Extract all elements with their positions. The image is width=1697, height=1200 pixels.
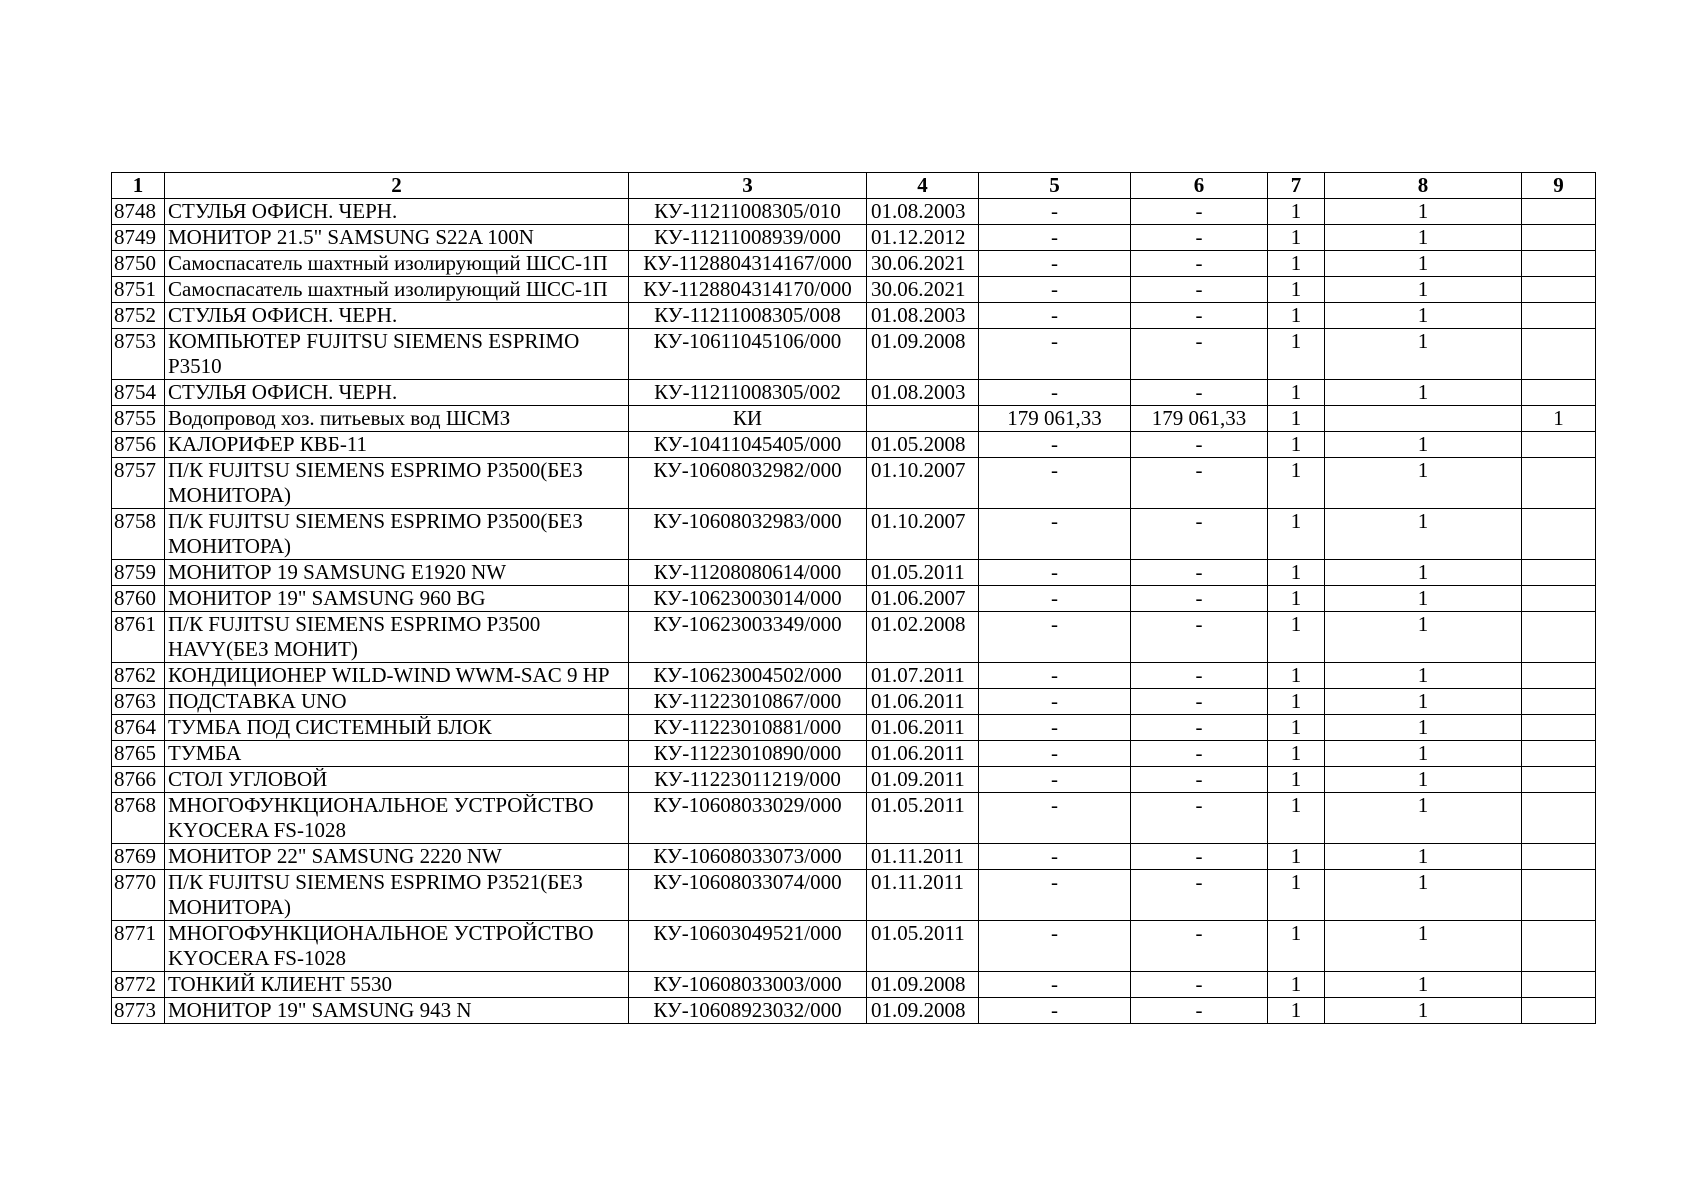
col-6-value: - xyxy=(1131,432,1268,458)
table-row xyxy=(112,715,1596,741)
item-name: П/К FUJITSU SIEMENS ESPRIMO P3521(БЕЗ МОНИТОРА) xyxy=(165,870,629,921)
table-row xyxy=(112,870,1596,921)
acquisition-date: 01.05.2011 xyxy=(867,560,979,586)
item-name: ТУМБА ПОД СИСТЕМНЫЙ БЛОК xyxy=(165,715,629,741)
item-name: ПОДСТАВКА UNO xyxy=(165,689,629,715)
col-6-value: - xyxy=(1131,844,1268,870)
row-number: 8755 xyxy=(112,406,165,432)
col-5-value: - xyxy=(979,689,1131,715)
col-9-value xyxy=(1522,509,1596,560)
col-7-value: 1 xyxy=(1268,767,1325,793)
col-9-value xyxy=(1522,972,1596,998)
header-col-1: 1 xyxy=(112,173,165,199)
item-name: КАЛОРИФЕР КВБ-11 xyxy=(165,432,629,458)
col-6-value: - xyxy=(1131,251,1268,277)
col-6-value: - xyxy=(1131,458,1268,509)
inventory-number: КУ-11211008939/000 xyxy=(629,225,867,251)
col-9-value xyxy=(1522,612,1596,663)
row-number: 8765 xyxy=(112,741,165,767)
table-row xyxy=(112,458,1596,509)
col-8-value: 1 xyxy=(1325,432,1522,458)
col-5-value: - xyxy=(979,741,1131,767)
item-name: СТОЛ УГЛОВОЙ xyxy=(165,767,629,793)
col-7-value: 1 xyxy=(1268,303,1325,329)
header-col-7: 7 xyxy=(1268,173,1325,199)
item-name: МНОГОФУНКЦИОНАЛЬНОЕ УСТРОЙСТВО KYOCERA FS-1028 xyxy=(165,921,629,972)
col-8-value: 1 xyxy=(1325,767,1522,793)
table-row xyxy=(112,586,1596,612)
col-7-value: 1 xyxy=(1268,560,1325,586)
acquisition-date: 01.11.2011 xyxy=(867,844,979,870)
inventory-sheet xyxy=(111,172,1596,1024)
header-col-4: 4 xyxy=(867,173,979,199)
col-6-value: - xyxy=(1131,715,1268,741)
col-5-value: - xyxy=(979,586,1131,612)
inventory-number: КУ-1128804314167/000 xyxy=(629,251,867,277)
col-5-value: - xyxy=(979,793,1131,844)
col-6-value: - xyxy=(1131,586,1268,612)
col-9-value xyxy=(1522,663,1596,689)
table-row xyxy=(112,612,1596,663)
acquisition-date: 01.06.2011 xyxy=(867,741,979,767)
header-col-6: 6 xyxy=(1131,173,1268,199)
row-number: 8757 xyxy=(112,458,165,509)
col-7-value: 1 xyxy=(1268,251,1325,277)
col-8-value: 1 xyxy=(1325,612,1522,663)
col-8-value: 1 xyxy=(1325,509,1522,560)
header-col-5: 5 xyxy=(979,173,1131,199)
col-9-value: 1 xyxy=(1522,406,1596,432)
col-8-value: 1 xyxy=(1325,663,1522,689)
col-8-value: 1 xyxy=(1325,972,1522,998)
col-5-value: - xyxy=(979,225,1131,251)
acquisition-date: 01.09.2008 xyxy=(867,972,979,998)
col-6-value: - xyxy=(1131,277,1268,303)
table-row xyxy=(112,663,1596,689)
row-number: 8769 xyxy=(112,844,165,870)
table-row xyxy=(112,225,1596,251)
col-7-value: 1 xyxy=(1268,458,1325,509)
table-row xyxy=(112,329,1596,380)
col-9-value xyxy=(1522,251,1596,277)
acquisition-date: 01.06.2011 xyxy=(867,715,979,741)
header-row xyxy=(112,173,1596,199)
row-number: 8771 xyxy=(112,921,165,972)
item-name: ТОНКИЙ КЛИЕНТ 5530 xyxy=(165,972,629,998)
col-5-value: - xyxy=(979,277,1131,303)
row-number: 8768 xyxy=(112,793,165,844)
col-7-value: 1 xyxy=(1268,689,1325,715)
col-7-value: 1 xyxy=(1268,277,1325,303)
col-5-value: - xyxy=(979,998,1131,1024)
item-name: МНОГОФУНКЦИОНАЛЬНОЕ УСТРОЙСТВО KYOCERA FS-1028 xyxy=(165,793,629,844)
col-9-value xyxy=(1522,741,1596,767)
inventory-number: КУ-11223010881/000 xyxy=(629,715,867,741)
col-9-value xyxy=(1522,380,1596,406)
inventory-number: КУ-11223010867/000 xyxy=(629,689,867,715)
inventory-number: КУ-10608032982/000 xyxy=(629,458,867,509)
item-name: Самоспасатель шахтный изолирующий ШСС-1П xyxy=(165,277,629,303)
table-row xyxy=(112,432,1596,458)
col-9-value xyxy=(1522,793,1596,844)
inventory-number: КУ-10608923032/000 xyxy=(629,998,867,1024)
col-8-value: 1 xyxy=(1325,560,1522,586)
item-name: П/К FUJITSU SIEMENS ESPRIMO P3500(БЕЗ МОНИТОРА) xyxy=(165,509,629,560)
acquisition-date: 30.06.2021 xyxy=(867,251,979,277)
row-number: 8759 xyxy=(112,560,165,586)
col-8-value: 1 xyxy=(1325,458,1522,509)
col-6-value: - xyxy=(1131,972,1268,998)
acquisition-date: 01.10.2007 xyxy=(867,509,979,560)
row-number: 8761 xyxy=(112,612,165,663)
acquisition-date: 01.08.2003 xyxy=(867,199,979,225)
col-8-value xyxy=(1325,406,1522,432)
col-6-value: - xyxy=(1131,612,1268,663)
col-8-value: 1 xyxy=(1325,329,1522,380)
row-number: 8764 xyxy=(112,715,165,741)
inventory-number: КУ-10611045106/000 xyxy=(629,329,867,380)
table-row xyxy=(112,380,1596,406)
inventory-number: КУ-11223011219/000 xyxy=(629,767,867,793)
inventory-number: КУ-10608032983/000 xyxy=(629,509,867,560)
col-5-value: - xyxy=(979,509,1131,560)
row-number: 8766 xyxy=(112,767,165,793)
acquisition-date: 01.08.2003 xyxy=(867,380,979,406)
col-8-value: 1 xyxy=(1325,303,1522,329)
col-9-value xyxy=(1522,225,1596,251)
col-9-value xyxy=(1522,199,1596,225)
table-row xyxy=(112,793,1596,844)
acquisition-date: 01.02.2008 xyxy=(867,612,979,663)
col-7-value: 1 xyxy=(1268,793,1325,844)
item-name: Водопровод хоз. питьевых вод ШСМЗ xyxy=(165,406,629,432)
item-name: П/К FUJITSU SIEMENS ESPRIMO P3500 HAVY(БЕЗ МОНИТ) xyxy=(165,612,629,663)
item-name: КОМПЬЮТЕР FUJITSU SIEMENS ESPRIMO P3510 xyxy=(165,329,629,380)
col-6-value: - xyxy=(1131,663,1268,689)
item-name: КОНДИЦИОНЕР WILD-WIND WWM-SAC 9 HP xyxy=(165,663,629,689)
row-number: 8748 xyxy=(112,199,165,225)
col-9-value xyxy=(1522,715,1596,741)
col-8-value: 1 xyxy=(1325,870,1522,921)
table-row xyxy=(112,303,1596,329)
col-7-value: 1 xyxy=(1268,380,1325,406)
item-name: МОНИТОР 22" SAMSUNG 2220 NW xyxy=(165,844,629,870)
col-6-value: - xyxy=(1131,921,1268,972)
item-name: ТУМБА xyxy=(165,741,629,767)
col-8-value: 1 xyxy=(1325,998,1522,1024)
inventory-number: КУ-11223010890/000 xyxy=(629,741,867,767)
col-8-value: 1 xyxy=(1325,689,1522,715)
acquisition-date: 01.09.2008 xyxy=(867,329,979,380)
inventory-number: КУ-10608033074/000 xyxy=(629,870,867,921)
inventory-number: КУ-11211008305/008 xyxy=(629,303,867,329)
col-5-value: - xyxy=(979,458,1131,509)
col-8-value: 1 xyxy=(1325,380,1522,406)
inventory-number: КУ-10623003014/000 xyxy=(629,586,867,612)
row-number: 8756 xyxy=(112,432,165,458)
acquisition-date xyxy=(867,406,979,432)
item-name: П/К FUJITSU SIEMENS ESPRIMO P3500(БЕЗ МОНИТОРА) xyxy=(165,458,629,509)
col-6-value: - xyxy=(1131,380,1268,406)
acquisition-date: 01.05.2011 xyxy=(867,921,979,972)
col-9-value xyxy=(1522,586,1596,612)
col-8-value: 1 xyxy=(1325,741,1522,767)
col-6-value: - xyxy=(1131,509,1268,560)
table-row xyxy=(112,277,1596,303)
col-9-value xyxy=(1522,689,1596,715)
row-number: 8762 xyxy=(112,663,165,689)
col-5-value: 179 061,33 xyxy=(979,406,1131,432)
col-5-value: - xyxy=(979,251,1131,277)
item-name: СТУЛЬЯ ОФИСН. ЧЕРН. xyxy=(165,380,629,406)
header-col-2: 2 xyxy=(165,173,629,199)
table-row xyxy=(112,560,1596,586)
table-row xyxy=(112,972,1596,998)
col-7-value: 1 xyxy=(1268,663,1325,689)
acquisition-date: 01.09.2008 xyxy=(867,998,979,1024)
col-6-value: - xyxy=(1131,870,1268,921)
inventory-number: КУ-11211008305/010 xyxy=(629,199,867,225)
col-8-value: 1 xyxy=(1325,844,1522,870)
col-9-value xyxy=(1522,998,1596,1024)
inventory-number: КУ-10608033003/000 xyxy=(629,972,867,998)
col-5-value: - xyxy=(979,199,1131,225)
table-row xyxy=(112,509,1596,560)
col-7-value: 1 xyxy=(1268,406,1325,432)
col-6-value: - xyxy=(1131,329,1268,380)
acquisition-date: 01.06.2011 xyxy=(867,689,979,715)
row-number: 8760 xyxy=(112,586,165,612)
col-9-value xyxy=(1522,458,1596,509)
col-8-value: 1 xyxy=(1325,921,1522,972)
header-col-9: 9 xyxy=(1522,173,1596,199)
row-number: 8772 xyxy=(112,972,165,998)
item-name: СТУЛЬЯ ОФИСН. ЧЕРН. xyxy=(165,303,629,329)
col-7-value: 1 xyxy=(1268,509,1325,560)
row-number: 8750 xyxy=(112,251,165,277)
row-number: 8770 xyxy=(112,870,165,921)
inventory-number: КУ-10623004502/000 xyxy=(629,663,867,689)
col-6-value: - xyxy=(1131,741,1268,767)
col-8-value: 1 xyxy=(1325,793,1522,844)
col-6-value: 179 061,33 xyxy=(1131,406,1268,432)
inventory-number: КУ-10608033073/000 xyxy=(629,844,867,870)
col-5-value: - xyxy=(979,612,1131,663)
col-6-value: - xyxy=(1131,225,1268,251)
col-6-value: - xyxy=(1131,689,1268,715)
col-7-value: 1 xyxy=(1268,612,1325,663)
table-row xyxy=(112,767,1596,793)
acquisition-date: 01.09.2011 xyxy=(867,767,979,793)
inventory-number: КУ-11208080614/000 xyxy=(629,560,867,586)
row-number: 8763 xyxy=(112,689,165,715)
acquisition-date: 01.12.2012 xyxy=(867,225,979,251)
col-5-value: - xyxy=(979,663,1131,689)
inventory-number: КУ-10608033029/000 xyxy=(629,793,867,844)
col-6-value: - xyxy=(1131,199,1268,225)
col-9-value xyxy=(1522,560,1596,586)
acquisition-date: 01.07.2011 xyxy=(867,663,979,689)
item-name: Самоспасатель шахтный изолирующий ШСС-1П xyxy=(165,251,629,277)
table-row xyxy=(112,921,1596,972)
col-9-value xyxy=(1522,870,1596,921)
header-col-3: 3 xyxy=(629,173,867,199)
col-8-value: 1 xyxy=(1325,225,1522,251)
table-row xyxy=(112,406,1596,432)
table-row xyxy=(112,199,1596,225)
acquisition-date: 01.05.2011 xyxy=(867,793,979,844)
col-7-value: 1 xyxy=(1268,432,1325,458)
col-7-value: 1 xyxy=(1268,972,1325,998)
acquisition-date: 01.06.2007 xyxy=(867,586,979,612)
col-6-value: - xyxy=(1131,767,1268,793)
col-5-value: - xyxy=(979,380,1131,406)
col-5-value: - xyxy=(979,560,1131,586)
item-name: МОНИТОР 19" SAMSUNG 960 BG xyxy=(165,586,629,612)
col-5-value: - xyxy=(979,715,1131,741)
row-number: 8753 xyxy=(112,329,165,380)
header-col-8: 8 xyxy=(1325,173,1522,199)
col-5-value: - xyxy=(979,329,1131,380)
col-8-value: 1 xyxy=(1325,586,1522,612)
row-number: 8758 xyxy=(112,509,165,560)
col-7-value: 1 xyxy=(1268,844,1325,870)
col-7-value: 1 xyxy=(1268,998,1325,1024)
item-name: МОНИТОР 21.5" SAMSUNG S22A 100N xyxy=(165,225,629,251)
item-name: МОНИТОР 19" SAMSUNG 943 N xyxy=(165,998,629,1024)
acquisition-date: 01.08.2003 xyxy=(867,303,979,329)
col-9-value xyxy=(1522,921,1596,972)
row-number: 8752 xyxy=(112,303,165,329)
col-7-value: 1 xyxy=(1268,870,1325,921)
col-5-value: - xyxy=(979,870,1131,921)
inventory-number: КИ xyxy=(629,406,867,432)
col-6-value: - xyxy=(1131,998,1268,1024)
col-8-value: 1 xyxy=(1325,277,1522,303)
table-row xyxy=(112,844,1596,870)
inventory-number: КУ-10623003349/000 xyxy=(629,612,867,663)
inventory-number: КУ-1128804314170/000 xyxy=(629,277,867,303)
table-row xyxy=(112,741,1596,767)
row-number: 8751 xyxy=(112,277,165,303)
acquisition-date: 01.10.2007 xyxy=(867,458,979,509)
inventory-number: КУ-11211008305/002 xyxy=(629,380,867,406)
col-7-value: 1 xyxy=(1268,199,1325,225)
row-number: 8754 xyxy=(112,380,165,406)
col-5-value: - xyxy=(979,972,1131,998)
item-name: СТУЛЬЯ ОФИСН. ЧЕРН. xyxy=(165,199,629,225)
col-7-value: 1 xyxy=(1268,225,1325,251)
col-9-value xyxy=(1522,277,1596,303)
col-7-value: 1 xyxy=(1268,329,1325,380)
col-8-value: 1 xyxy=(1325,199,1522,225)
table-row xyxy=(112,251,1596,277)
col-9-value xyxy=(1522,767,1596,793)
inventory-number: КУ-10411045405/000 xyxy=(629,432,867,458)
row-number: 8749 xyxy=(112,225,165,251)
item-name: МОНИТОР 19 SAMSUNG E1920 NW xyxy=(165,560,629,586)
col-5-value: - xyxy=(979,844,1131,870)
col-7-value: 1 xyxy=(1268,921,1325,972)
col-9-value xyxy=(1522,329,1596,380)
col-6-value: - xyxy=(1131,793,1268,844)
col-8-value: 1 xyxy=(1325,715,1522,741)
inventory-table xyxy=(111,172,1596,1024)
table-body xyxy=(112,199,1596,1024)
col-5-value: - xyxy=(979,432,1131,458)
col-5-value: - xyxy=(979,921,1131,972)
acquisition-date: 01.05.2008 xyxy=(867,432,979,458)
col-9-value xyxy=(1522,432,1596,458)
col-7-value: 1 xyxy=(1268,586,1325,612)
col-7-value: 1 xyxy=(1268,715,1325,741)
col-9-value xyxy=(1522,844,1596,870)
inventory-number: КУ-10603049521/000 xyxy=(629,921,867,972)
row-number: 8773 xyxy=(112,998,165,1024)
col-6-value: - xyxy=(1131,560,1268,586)
col-7-value: 1 xyxy=(1268,741,1325,767)
table-row xyxy=(112,998,1596,1024)
col-8-value: 1 xyxy=(1325,251,1522,277)
table-row xyxy=(112,689,1596,715)
col-5-value: - xyxy=(979,767,1131,793)
acquisition-date: 30.06.2021 xyxy=(867,277,979,303)
acquisition-date: 01.11.2011 xyxy=(867,870,979,921)
col-6-value: - xyxy=(1131,303,1268,329)
col-5-value: - xyxy=(979,303,1131,329)
col-9-value xyxy=(1522,303,1596,329)
